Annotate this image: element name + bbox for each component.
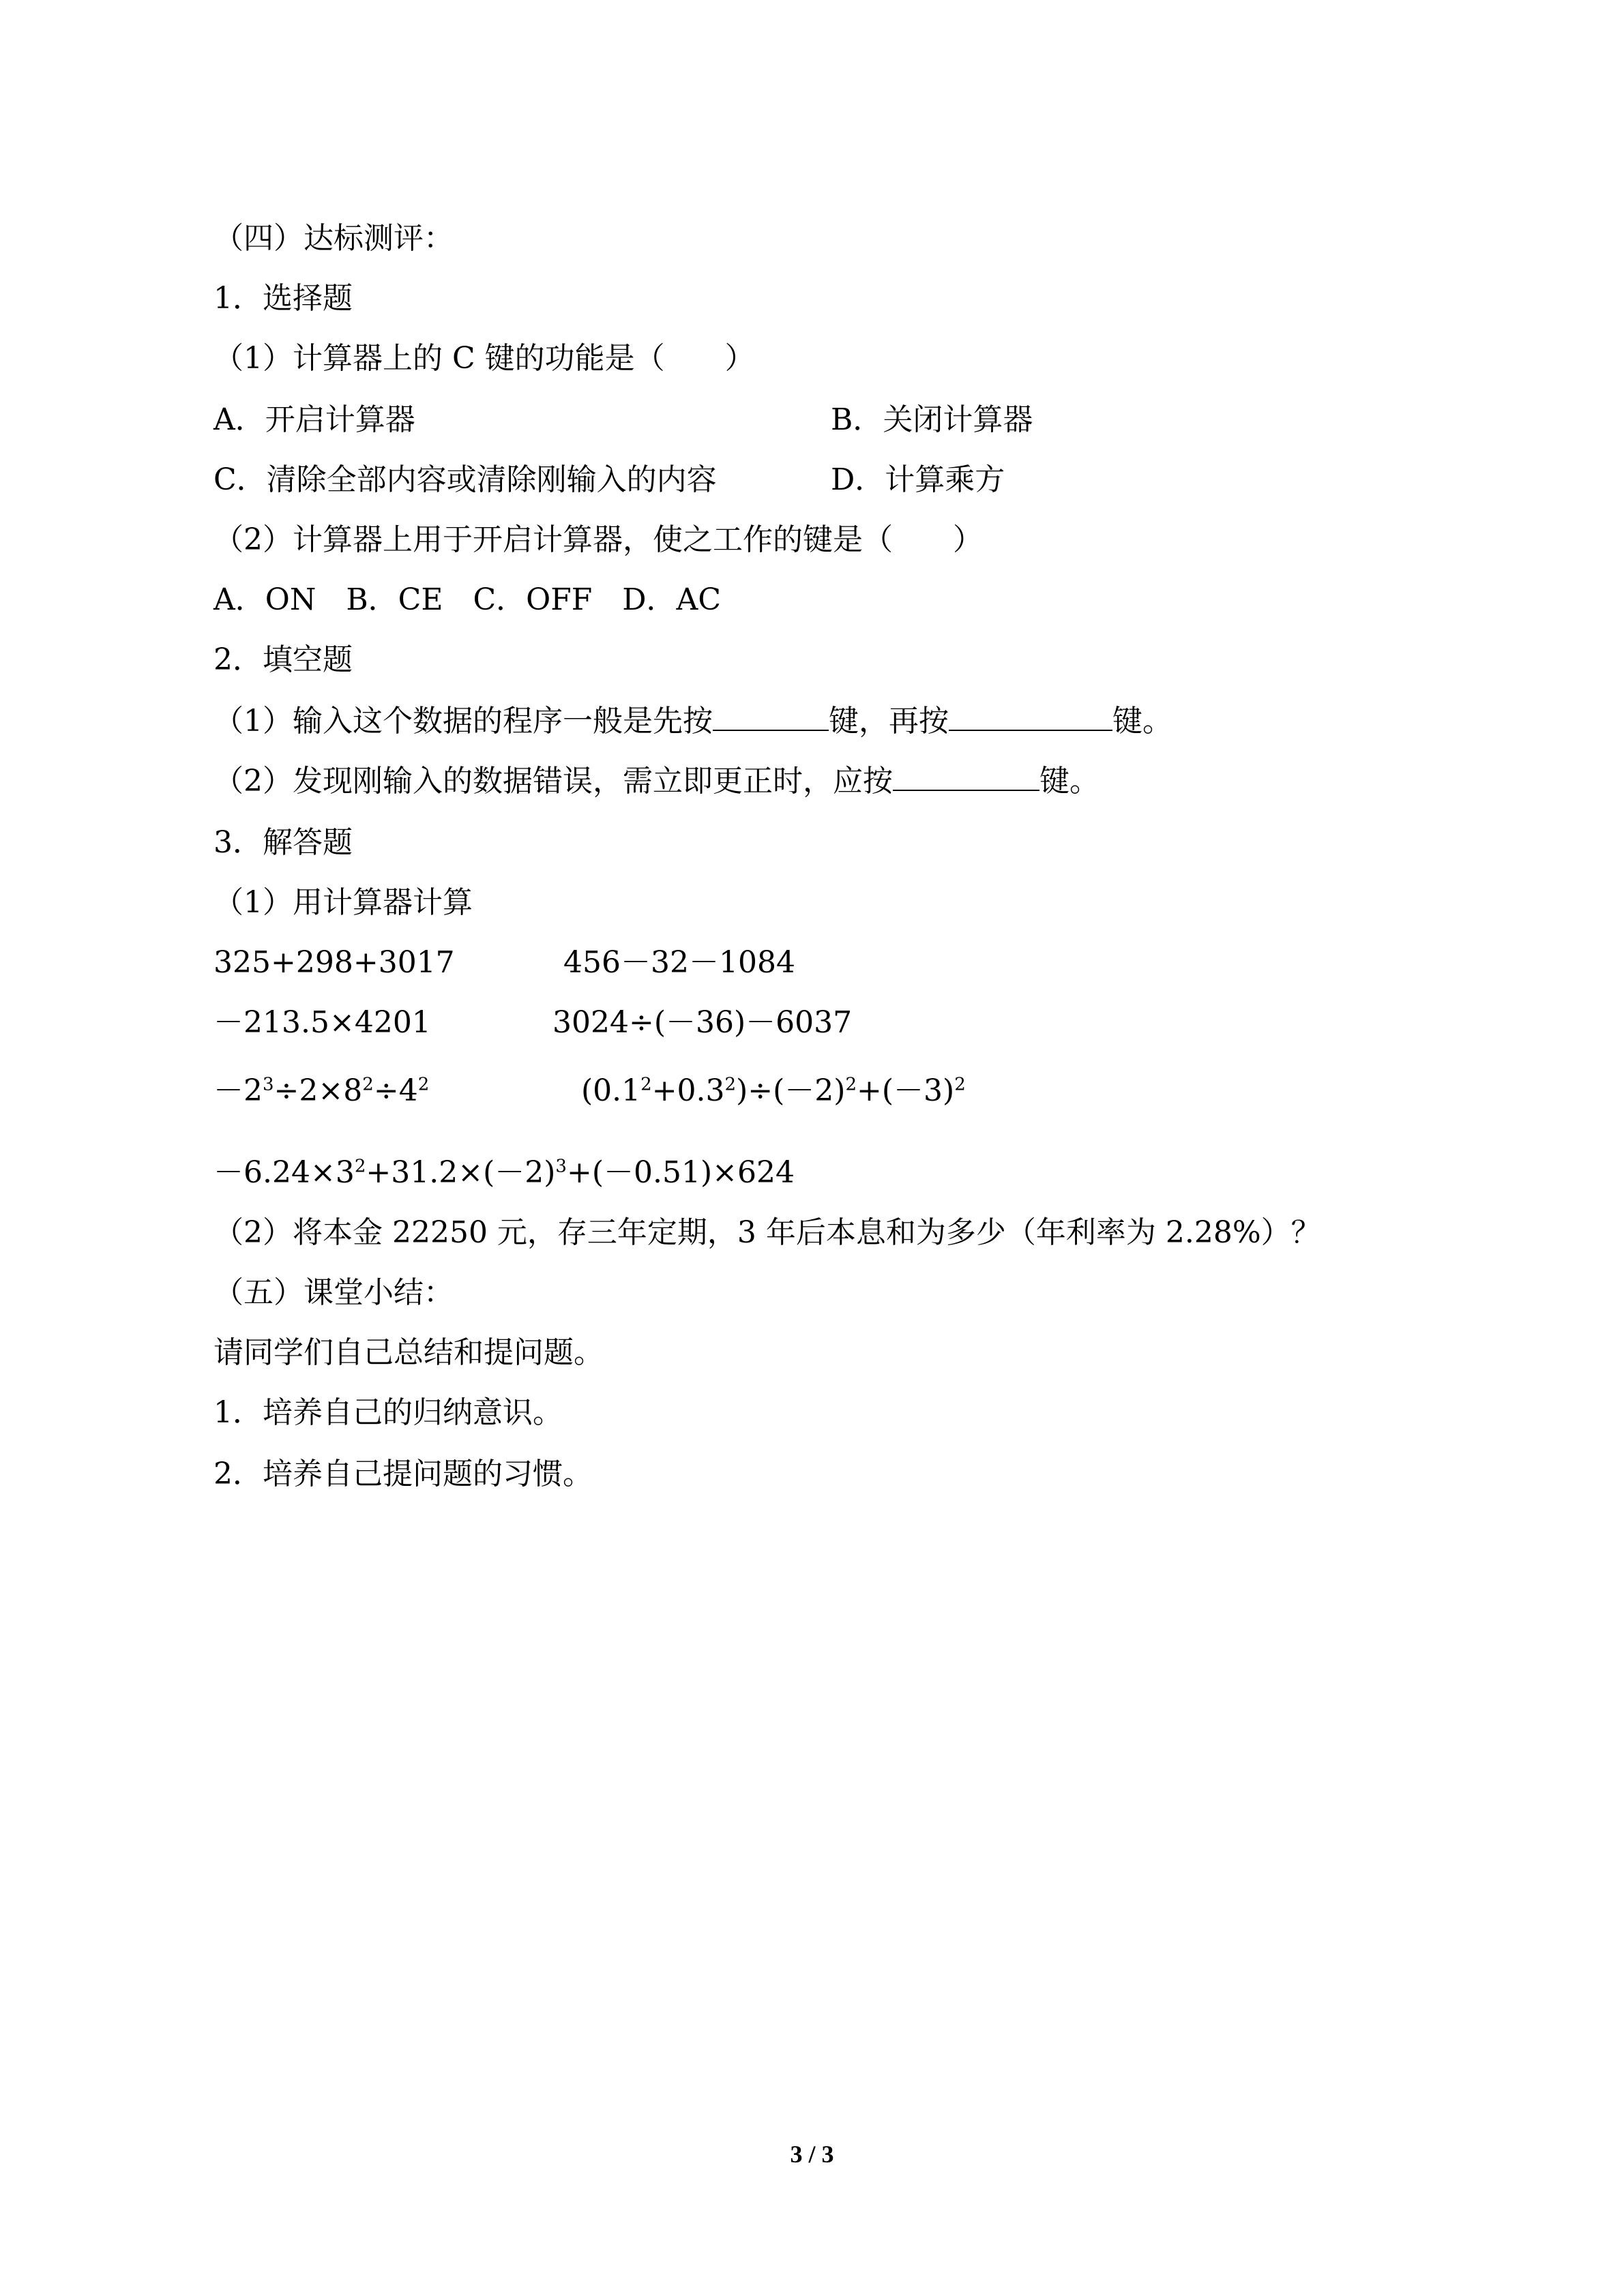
expr-3a: $-2^3\div 2\times 8^2\div 4^2$ — [213, 1073, 430, 1108]
expr-1a: 325+298+3017 — [213, 945, 455, 980]
answer-blank — [949, 704, 1112, 731]
expr-1b: 456－32－1084 — [563, 945, 795, 980]
q2-item1 — [213, 701, 1172, 742]
q1-item1-option-d: D．计算乘方 — [831, 462, 1005, 497]
q2-item1-text-b: 键，再按 — [829, 704, 949, 739]
q2-item2 — [213, 761, 1099, 802]
section5-point-2: 2．培养自己提问题的习惯。 — [213, 1457, 593, 1491]
q2-item2-text-b: 键。 — [1039, 764, 1099, 799]
q1-item2-stem: （2）计算器上用于开启计算器，使之工作的键是（ ） — [213, 522, 983, 557]
q1-title: 1．选择题 — [213, 281, 353, 316]
section5-intro: 请同学们自己总结和提问题。 — [213, 1335, 604, 1370]
q2-item1-text-c: 键。 — [1112, 704, 1172, 739]
page-number: 3 / 3 — [790, 2141, 834, 2168]
q1-item1-option-c: C．清除全部内容或清除刚输入的内容 — [213, 462, 717, 497]
q2-item1-text-a: （1）输入这个数据的程序一般是先按 — [213, 704, 713, 739]
section5-point-1: 1．培养自己的归纳意识。 — [213, 1395, 563, 1430]
answer-blank — [713, 704, 829, 731]
q1-item2-options: A．ON B．CE C．OFF D．AC — [213, 582, 721, 617]
q3-item1: （1）用计算器计算 — [213, 885, 473, 920]
expr-2b: 3024÷(－36)－6037 — [552, 1005, 853, 1040]
expr-3b: $(0.1^2+0.3^2)\div(-2)^2+(-3)^2$ — [581, 1073, 966, 1108]
expr-2a: －213.5×4201 — [213, 1005, 431, 1040]
section4-heading: （四）达标测评： — [213, 221, 454, 256]
q3-title: 3．解答题 — [213, 825, 353, 860]
q2-item2-text-a: （2）发现刚输入的数据错误，需立即更正时，应按 — [213, 764, 893, 799]
answer-blank — [893, 764, 1039, 791]
section5-heading: （五）课堂小结： — [213, 1275, 454, 1310]
q2-title: 2．填空题 — [213, 642, 353, 677]
q1-item1-option-a: A．开启计算器 — [213, 402, 415, 437]
q3-item2: （2）将本金 22250 元，存三年定期，3 年后本息和为多少（年利率为 2.28%）？ — [213, 1215, 1321, 1250]
expr-4: $-6.24\times 3^2+31.2\times(-2)^3+(-0.51)\times 624$ — [213, 1155, 795, 1190]
q1-item1-option-b: B．关闭计算器 — [831, 402, 1033, 437]
q1-item1-stem: （1）计算器上的 C 键的功能是（ ） — [213, 341, 755, 376]
